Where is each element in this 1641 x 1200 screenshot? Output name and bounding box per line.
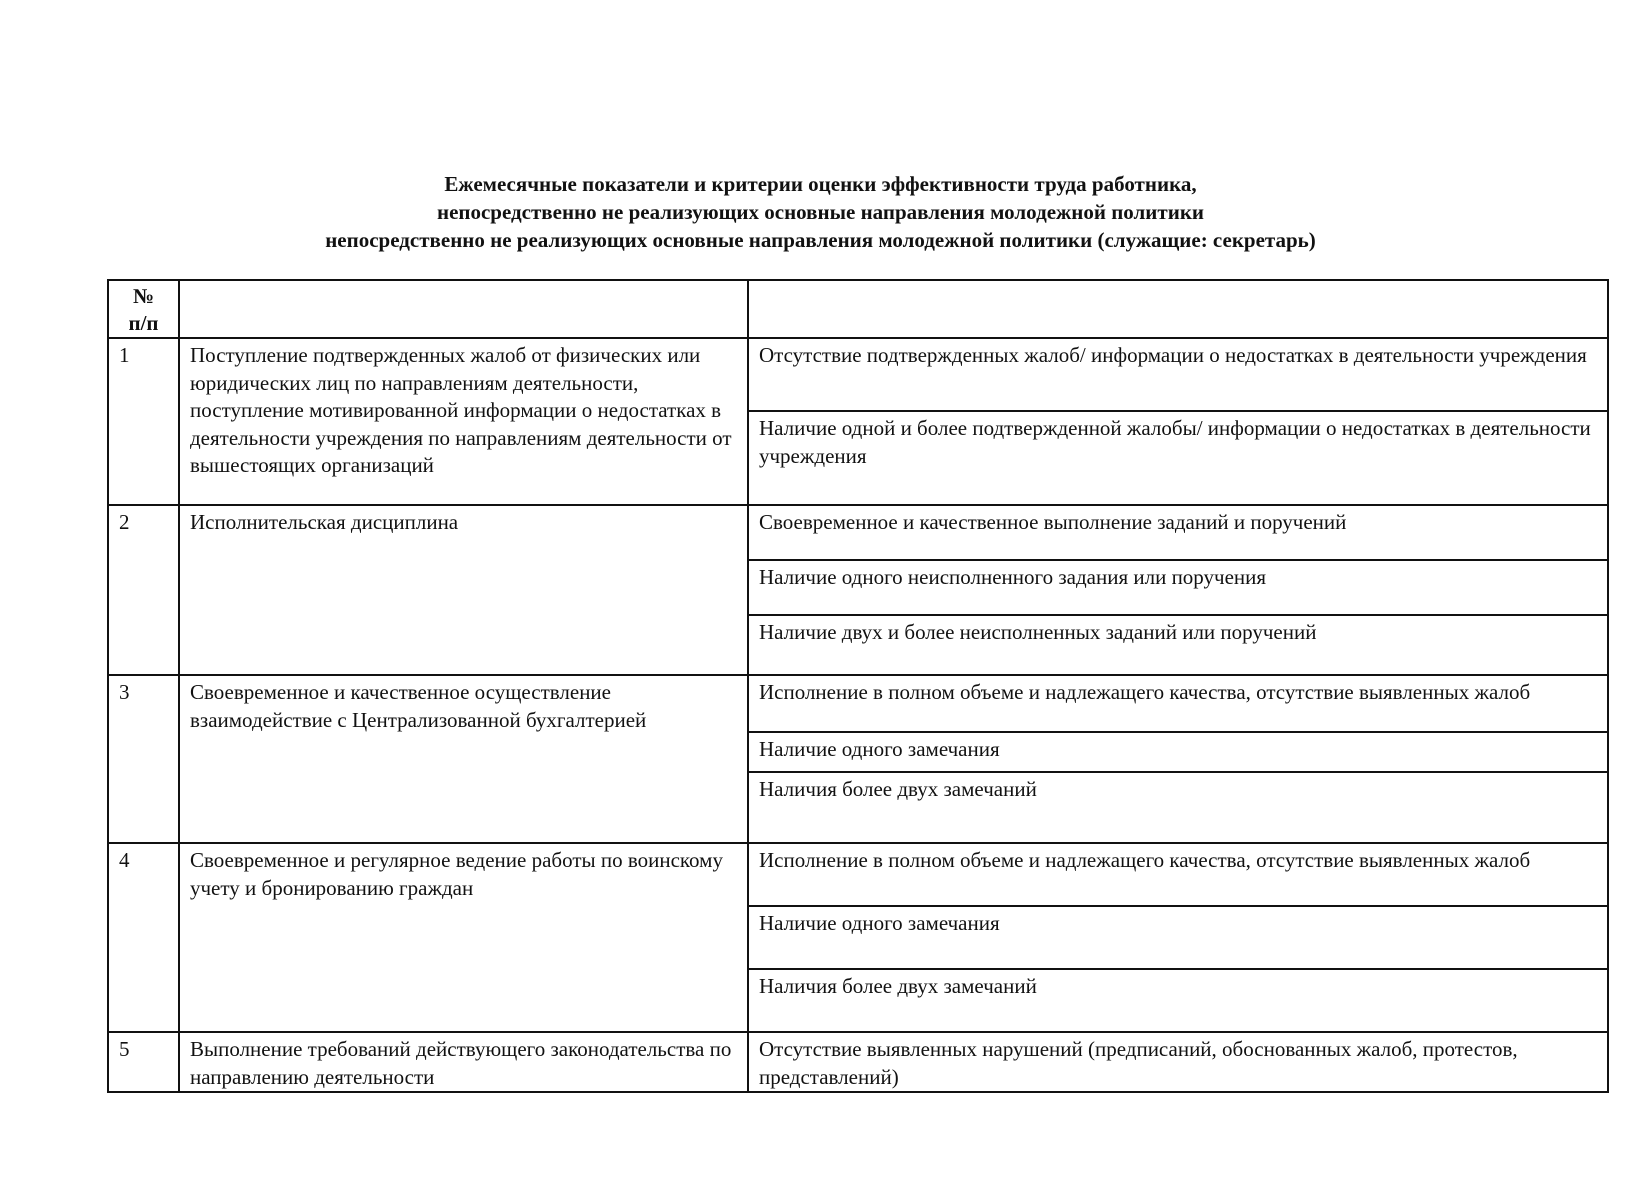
table-row — [108, 675, 1608, 732]
header-number-sign: № — [132, 284, 155, 308]
row-number: 1 — [108, 338, 179, 505]
row-number: 4 — [108, 843, 179, 1032]
criterion-cell: Наличие одного замечания — [748, 906, 1608, 969]
indicator-cell: Своевременное и качественное осуществление взаимодействие с Централизованной бухгалтерией — [179, 675, 748, 843]
header-criteria-cell — [748, 280, 1608, 338]
criterion-cell: Исполнение в полном объеме и надлежащего качества, отсутствие выявленных жалоб — [748, 843, 1608, 906]
row-number: 2 — [108, 505, 179, 675]
table-row — [108, 1032, 1608, 1092]
row-number: 5 — [108, 1032, 179, 1092]
table-row — [108, 505, 1608, 560]
criterion-cell: Наличия более двух замечаний — [748, 772, 1608, 843]
indicator-cell: Поступление подтвержденных жалоб от физических или юридических лиц по направлениям деятельности, поступление мотивированной информации о недостатках в деятельности учреждения по направлениям деятельности от вышестоящих организаций — [179, 338, 748, 505]
criterion-cell: Отсутствие подтвержденных жалоб/ информации о недостатках в деятельности учреждения — [748, 338, 1608, 411]
header-number-cell — [108, 280, 179, 338]
header-number-abbrev: п/п — [128, 311, 159, 335]
criterion-cell: Наличия более двух замечаний — [748, 969, 1608, 1032]
criterion-cell: Своевременное и качественное выполнение заданий и поручений — [748, 505, 1608, 560]
indicator-cell: Исполнительская дисциплина — [179, 505, 748, 675]
criterion-cell: Наличие одного неисполненного задания или поручения — [748, 560, 1608, 615]
indicator-cell: Своевременное и регулярное ведение работы по воинскому учету и бронированию граждан — [179, 843, 748, 1032]
criterion-cell: Наличие двух и более неисполненных заданий или поручений — [748, 615, 1608, 675]
criterion-cell: Отсутствие выявленных нарушений (предписаний, обоснованных жалоб, протестов, представлений) — [748, 1032, 1608, 1092]
table-row — [108, 843, 1608, 906]
criterion-cell: Наличие одной и более подтвержденной жалобы/ информации о недостатках в деятельности учреждения — [748, 411, 1608, 505]
title-line-2: непосредственно не реализующих основные направления молодежной политики — [436, 200, 1205, 224]
title-line-1: Ежемесячные показатели и критерии оценки эффективности труда работника, — [444, 172, 1197, 196]
criterion-cell: Исполнение в полном объеме и надлежащего качества, отсутствие выявленных жалоб — [748, 675, 1608, 732]
table-row — [108, 338, 1608, 411]
header-indicator-cell — [179, 280, 748, 338]
indicator-cell: Выполнение требований действующего законодательства по направлению деятельности — [179, 1032, 748, 1092]
criterion-cell: Наличие одного замечания — [748, 732, 1608, 772]
criteria-table — [107, 279, 1609, 1093]
row-number: 3 — [108, 675, 179, 843]
table-header-row — [108, 280, 1608, 338]
title-line-3: непосредственно не реализующих основные направления молодежной политики (служащие: секретарь) — [325, 228, 1316, 252]
document-title — [0, 170, 1641, 254]
